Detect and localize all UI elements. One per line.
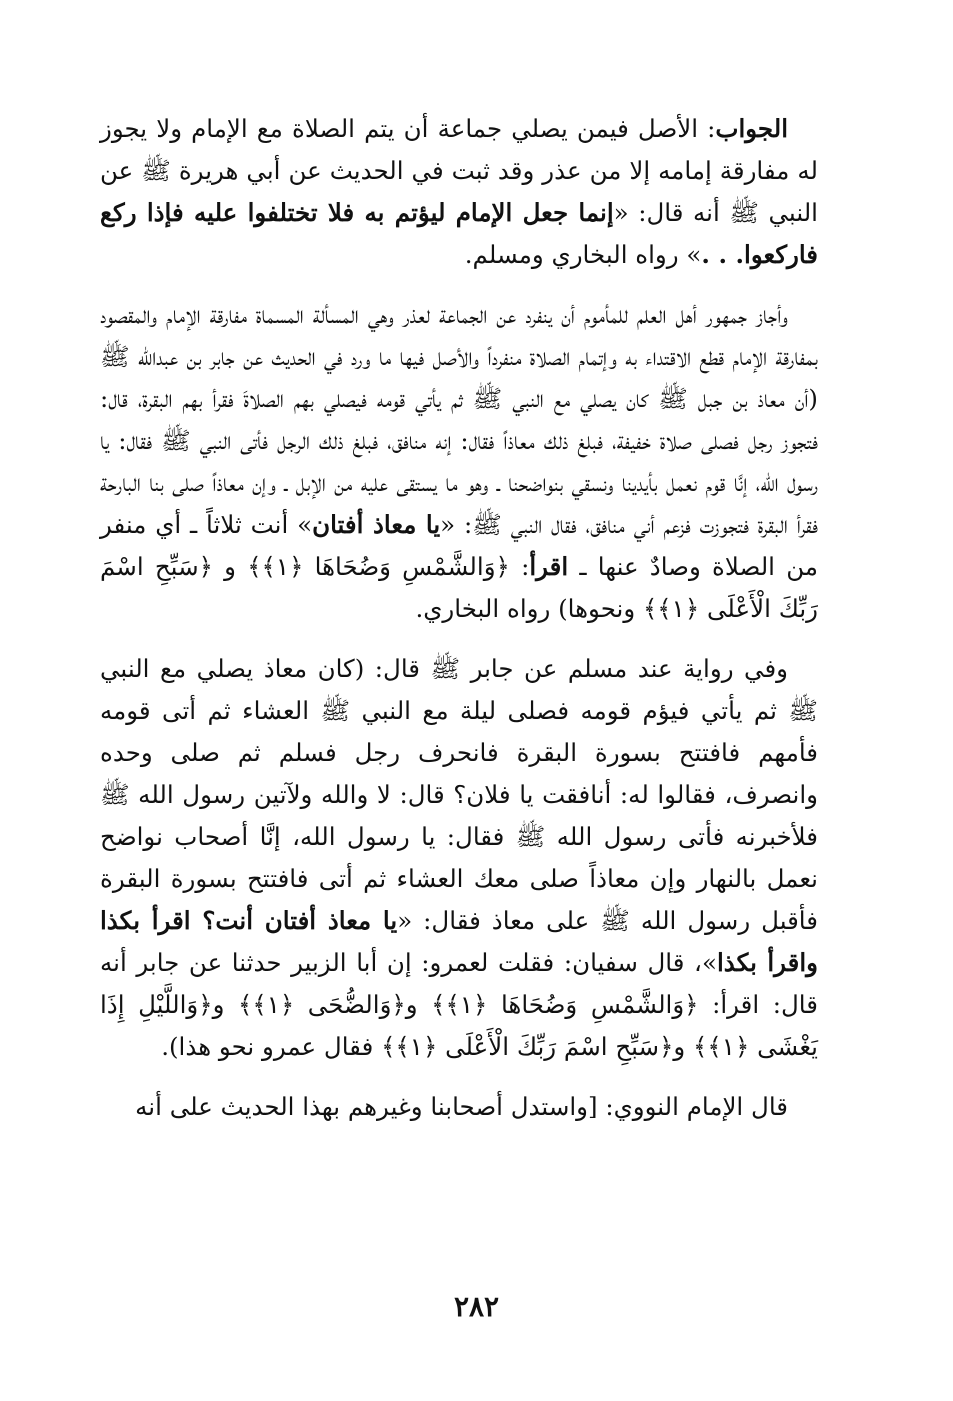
muadh-text-2: » أنت ثلاثاً ـ أي منفر من الصلاة وصادٌ عنها ـ — [100, 510, 818, 581]
muadh-hadith-paragraph — [100, 294, 818, 630]
muslim-text-2: »، قال سفيان: فقلت لعمرو: إن أبا الزبير حدثنا عن جابر أنه قال: اقرأ: ﴿وَالشَّمْسِ وَضُحَاهَا ﴿١﴾﴾ و﴿وَالضُّحَى ﴿١﴾﴾ و﴿وَاللَّيْلِ إِذَا يَغْشَى ﴿١﴾﴾ و﴿سَبِّحِ اسْمَ رَبِّكَ الْأَعْلَى ﴿١﴾﴾ فقال عمرو نحو هذا). — [100, 948, 818, 1061]
answer-text: : الأصل فيمن يصلي جماعة أن يتم الصلاة مع الإمام ولا يجوز له مفارقة إمامه إلا من عذر وقد ثبت في الحديث عن أبي هريرة ﷺ عن النبي ﷺ أنه قال: « — [100, 114, 818, 227]
muadh-text-3: : ﴿وَالشَّمْسِ وَضُحَاهَا ﴿١﴾﴾ و ﴿سَبِّحِ اسْمَ رَبِّكَ الْأَعْلَى ﴿١﴾﴾ ونحوها) رواه البخاري. — [100, 552, 818, 623]
muadh-text-1: وأجاز جمهور أهل العلم للمأموم أن ينفرد عن الجماعة لعذر وهي المسألة المسماة مفارقة الإمام والمقصود بمفارقة الإمام قطع الاقتداء به وإتمام الصلاة منفرداً والأصل فيها ما ورد في الحديث عن جابر بن عبدالله ﷺ (أن معاذ بن جبل ﷺ كان يصلي مع النبي ﷺ ثم يأتي قومه فيصلي بهم الصلاةَ فقرأ بهم البقرة، قال: فتجوز رجل فصلى صلاة خفيفة، فبلغ ذلك معاذاً فقال: إنه منافق، فبلغ ذلك الرجل فأتى النبي ﷺ فقال: يا رسول الله، إنَّا قوم نعمل بأيدينا ونسقي بنواضحنا ـ وهو ما يستقى عليه من الإبل ـ وإن معاذاً صلى بنا البارحة فقرأ البقرة فتجوزت فزعم أني منافق، فقال النبي ﷺ: « — [100, 300, 818, 539]
page-number: ٢٨٢ — [453, 1290, 500, 1323]
hadith-quote: إنما جعل الإمام ليؤتم به فلا تختلفوا عليه فإذا ركع فاركعوا. . . — [100, 198, 818, 269]
answer-label: الجواب — [715, 114, 789, 143]
muadh-quote-1: يا معاذ أفتان — [312, 510, 441, 539]
muadh-quote-2: اقرأ — [529, 552, 569, 581]
nawawi-text: قال الإمام النووي: [واستدل أصحابنا وغيرهم بهذا الحديث على أنه — [135, 1092, 788, 1121]
answer-paragraph — [100, 108, 818, 276]
muslim-text-1: وفي رواية عند مسلم عن جابر ﷺ قال: (كان معاذ يصلي مع النبي ﷺ ثم يأتي فيؤم قومه فصلى ليلة مع النبي ﷺ العشاء ثم أتى قومه فأمهم فافتتح بسورة البقرة فانحرف رجل فسلم ثم صلى وحده وانصرف، فقالوا له: أنافقت يا فلان؟ قال: لا والله ولآتين رسول الله ﷺ فلأخبرنه فأتى رسول الله ﷺ فقال: يا رسول الله، إنَّا أصحاب نواضح نعمل بالنهار وإن معاذاً صلى معك العشاء ثم أتى فافتتح بسورة البقرة فأقبل رسول الله ﷺ على معاذ فقال: « — [100, 654, 818, 935]
answer-citation: » رواه البخاري ومسلم. — [464, 240, 702, 269]
muslim-narration-paragraph — [100, 648, 818, 1068]
page-body — [100, 108, 818, 1128]
nawawi-paragraph — [100, 1086, 818, 1128]
muslim-quote: يا معاذ أفتان أنت؟ اقرأ بكذا واقرأ بكذا — [100, 906, 818, 977]
